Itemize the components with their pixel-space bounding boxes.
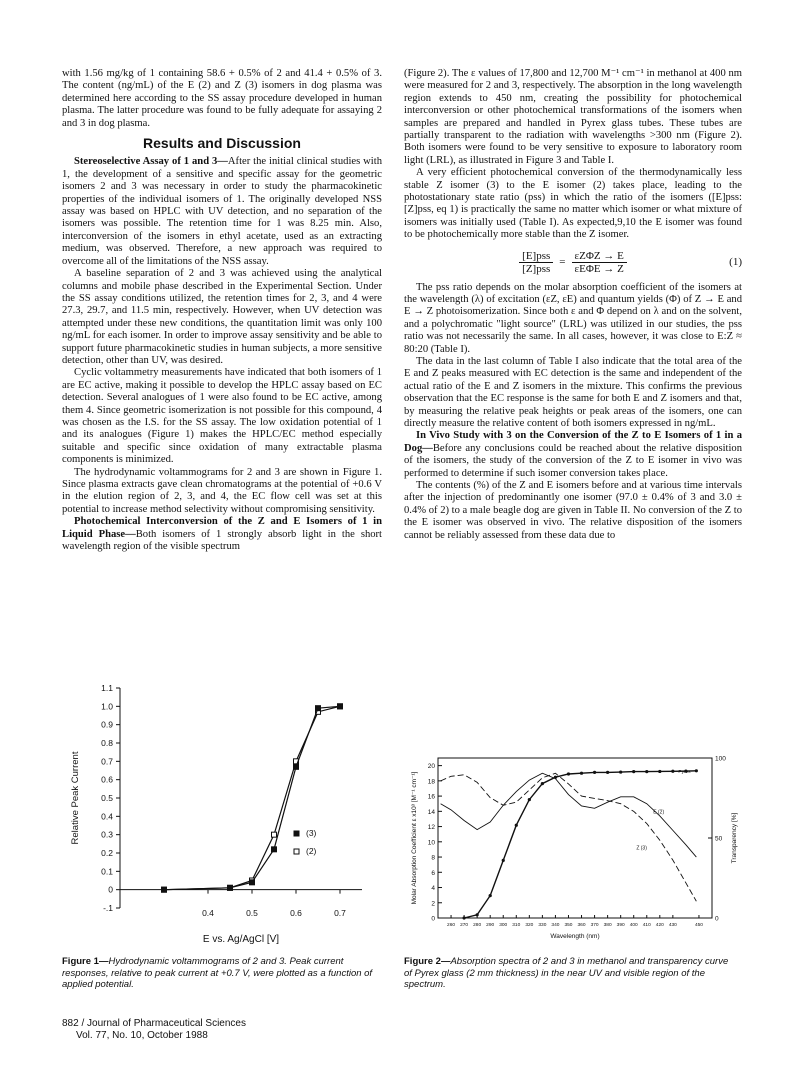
y2-tick-label: 100 xyxy=(715,755,726,763)
caption-label: Figure 2— xyxy=(404,956,451,967)
left-column xyxy=(62,68,382,553)
y2-tick-label: 50 xyxy=(715,835,723,843)
equation-number: (1) xyxy=(729,256,742,269)
data-point xyxy=(515,824,518,827)
figure-2-chart xyxy=(404,750,749,950)
section-heading: Results and Discussion xyxy=(143,135,301,152)
paragraph-cyclic-voltammetry: Cyclic voltammetry measurements have indicated that both isomers of 1 are EC active, making it possible to develop the HPLC assay based on EC detection. Several analogues of 1 were also found to be EC active, among them 4. Since geometric isomerization is not possible for this compound, 4 was chosen as the I.S. for the SS assay. The low oxidation potential of 1 and its analogues (Figure 1) makes the HPLC/EC method especially suitable and specific since oxidation of many extractable plasma components is minimized. xyxy=(62,367,382,466)
eq-numerator: εZΦZ → E xyxy=(572,250,627,263)
y-axis-label: Molar Absorption Coefficient ε x10³ [M⁻¹ cm⁻¹] xyxy=(411,771,418,905)
equation-1 xyxy=(404,250,742,276)
equation-lhs xyxy=(519,250,553,276)
y-tick-label: 6 xyxy=(431,869,435,877)
data-point xyxy=(250,880,255,885)
y2-axis-label: Transparency [%] xyxy=(731,812,738,864)
paragraph-hydrodynamic: The hydrodynamic voltammograms for 2 and 3 are shown in Figure 1. Since plasma extracts gave clean chromatograms at the potential of +0.6 V in the elution region of 2, 3, and 4, the EC flow cell was set at this potential to increase method selectivity without compromising sensitivity. xyxy=(62,466,382,515)
y-tick-label: 0.4 xyxy=(101,811,113,822)
data-point xyxy=(502,859,505,862)
data-point xyxy=(528,798,531,801)
y-tick-label: 0.1 xyxy=(101,866,113,877)
figure-1-chart xyxy=(62,676,382,950)
y-tick-label: 0.9 xyxy=(101,719,113,730)
data-point xyxy=(606,771,609,774)
y-tick-label: 0.6 xyxy=(101,774,113,785)
y-tick-label: 14 xyxy=(427,808,435,816)
caption-text: Hydrodynamic voltammograms of 2 and 3. Peak current responses, relative to peak current at +0.7 V, were plotted as a function of applied potential. xyxy=(62,956,373,990)
data-point xyxy=(462,916,465,919)
runin-heading: Stereoselective Assay of 1 and 3— xyxy=(74,156,228,168)
paragraph-text: Before any conclusions could be reached about the relative disposition of the isomers, the study of the conversion of the Z to E isomer in vivo was performed to determine if such isomer conversion takes place. xyxy=(404,442,742,479)
x-tick-label: 340 xyxy=(551,923,560,928)
footer-volume: Vol. 77, No. 10, October 1988 xyxy=(76,1030,208,1041)
x-tick-label: 330 xyxy=(538,923,547,928)
y-tick-label: 0.3 xyxy=(101,829,113,840)
page-footer xyxy=(62,1018,246,1042)
figure-2-caption xyxy=(404,956,734,991)
data-point xyxy=(294,764,299,769)
legend-label: (3) xyxy=(306,828,317,838)
eq-numerator: [E]pss xyxy=(519,250,553,263)
paragraph-table-data: The data in the last column of Table I also indicate that the total area of the E and Z peaks measured with EC detection is the same and independent of the actual ratio of the E and Z isomers in the mixture. This confirms the previous observation that the EC response is the same for both E and Z isomers and that, by measuring the relative peak heights or peak areas of the isomers, one can directly measure the relative content of both isomers expressed in ng/mL. xyxy=(404,355,742,429)
y-tick-label: 0.8 xyxy=(101,738,113,748)
series-line xyxy=(464,771,696,918)
x-tick-label: 420 xyxy=(655,923,664,928)
x-tick-label: 410 xyxy=(642,923,651,928)
x-tick-label: 260 xyxy=(447,923,456,928)
series-line xyxy=(164,706,340,889)
data-point xyxy=(619,770,622,773)
series-label: E (2) xyxy=(653,809,665,816)
equation-rhs xyxy=(572,250,627,276)
data-point xyxy=(554,776,557,779)
eq-equals: = xyxy=(559,256,566,269)
paragraph-text: Both isomers of 1 strongly absorb light in the short wavelength region of the visible spectrum xyxy=(62,528,383,553)
right-column xyxy=(404,68,742,542)
data-point xyxy=(593,771,596,774)
data-point xyxy=(162,887,167,892)
data-point xyxy=(645,770,648,773)
paragraph-photochemical xyxy=(62,516,382,553)
y-tick-label: 16 xyxy=(427,793,435,801)
legend-label: (2) xyxy=(306,846,317,856)
paragraph-absorption: (Figure 2). The ε values of 17,800 and 12,700 M⁻¹ cm⁻¹ in methanol at 400 nm were measured for 2 and 3, respectively. The absorption in the long wavelength region extends to 450 nm, creating the possibility for photochemical interconversion or other photochemical transformations of the isomers when samples are prepared and handled in Pyrex glass tubes. These tubes are partially transparent to the radiation with wavelengths >300 nm (Figure 2). Both isomers were found to be very sensitive to exposure to laboratory room light (LRL), as illustrated in Figure 3 and Table I. xyxy=(404,68,742,166)
paragraph-contents: The contents (%) of the Z and E isomers before and at various time intervals after the injection of predominantly one isomer (97.0 ± 0.4% of 3 and 3.0 ± 0.4% of 2) to a male beagle dog are given in Table II. No conversion of the Z to the E isomer was observed in vivo. The relative disposition of the isomers cannot be reliably assessed from these data due to xyxy=(404,480,742,541)
y-tick-label: 0.7 xyxy=(101,756,113,767)
series-line xyxy=(164,706,340,889)
paragraph-baseline-separation: A baseline separation of 2 and 3 was achieved using the analytical columns and mobile phase described in the Experimental Section. Under the SS assay conditions utilized, the retention times for 2, 3, and 4 were 27.3, 29.7, and 11.5 min, respectively. However, when UV detection was attempted under these new conditions, the quantitation limit was only 100 ng/mL for each isomer. In order to improve assay sensitivity and be able to support future pharmacokinetic studies in human subjects, a more sensitive detection, other than UV, was desired. xyxy=(62,268,382,366)
y-axis-label: Relative Peak Current xyxy=(70,751,81,845)
x-tick-label: 300 xyxy=(499,923,508,928)
legend-marker xyxy=(294,831,299,836)
y-tick-label: 4 xyxy=(431,885,435,893)
y-tick-label: 12 xyxy=(427,824,435,832)
y-tick-label: 2 xyxy=(431,900,435,908)
series-label: Pyrex xyxy=(678,769,691,775)
paragraph-pss-ratio: The pss ratio depends on the molar absorption coefficient of the isomers at the wavelength (λ) of excitation (εZ, εE) and quantum yields (Φ) of Z → E and E → Z photoisomerization. Since both ε and Φ depend on λ and on the solvent, and a polychromatic "light source" (LRL) was utilized in our studies, the pss ratio was not necessarily the same. In all cases, however, it was close to E:Z ≈ 80:20 (Table I). xyxy=(404,281,742,355)
legend-marker xyxy=(294,849,299,854)
x-tick-label: 320 xyxy=(525,923,534,928)
x-tick-label: 310 xyxy=(512,923,521,928)
y-tick-label: 0.5 xyxy=(101,793,113,803)
figure-1-caption xyxy=(62,956,378,991)
paragraph-stereoselective-assay xyxy=(62,156,382,268)
y-tick-label: -.1 xyxy=(103,903,113,913)
data-point xyxy=(695,769,698,772)
caption-label: Figure 1— xyxy=(62,956,109,967)
y-tick-label: 0 xyxy=(431,915,435,923)
data-point xyxy=(671,770,674,773)
x-tick-label: 450 xyxy=(694,923,703,928)
x-tick-label: 430 xyxy=(668,923,677,928)
x-tick-label: 380 xyxy=(603,923,612,928)
caption-text: Absorption spectra of 2 and 3 in methanol and transparency curve of Pyrex glass (2 mm thickness) in the near UV and visible region of the spectrum. xyxy=(404,956,729,990)
data-point xyxy=(272,847,277,852)
x-axis-label: E vs. Ag/AgCl [V] xyxy=(202,934,280,945)
y-tick-label: 1.1 xyxy=(101,683,113,693)
data-point xyxy=(228,885,233,890)
y-tick-label: 0 xyxy=(108,884,113,895)
y-tick-label: 20 xyxy=(427,763,435,771)
paragraph-text: After the initial clinical studies with 1, the development of a sensitive and specific assay for the geometric isomers 2 and 3 was necessary in order to study the pharmacokinetic properties of the individual isomers of 1. The originally developed NSS assay was based on HPLC with UV detection, and no separation of the isomers was possible. The retention time for 1 was 8.25 min. Also, interconversion of the isomers in ethyl acetate, used as an extracting medium, was observed. Therefore, a new approach was required to overcome all of the limitations of the NSS assay. xyxy=(62,156,382,267)
x-tick-label: 270 xyxy=(460,923,469,928)
data-point xyxy=(541,782,544,785)
data-point xyxy=(338,704,343,709)
runin-heading: In Vivo Study with 3 on the Conversion of the Z to E Isomers of 1 in a Dog— xyxy=(404,430,742,454)
y-tick-label: 10 xyxy=(427,839,435,847)
x-tick-label: 350 xyxy=(564,923,573,928)
x-axis-label: Wavelength (nm) xyxy=(550,933,600,940)
data-point xyxy=(476,913,479,916)
eq-denominator: εEΦE → Z xyxy=(574,263,624,276)
series-line xyxy=(441,773,697,901)
y-tick-label: 18 xyxy=(427,778,435,786)
series-label: Z (3) xyxy=(636,845,647,852)
x-tick-label: 290 xyxy=(486,923,495,928)
eq-denominator: [Z]pss xyxy=(522,263,551,276)
data-point xyxy=(316,706,321,711)
data-point xyxy=(580,772,583,775)
data-point xyxy=(272,832,277,837)
y-tick-label: 0.2 xyxy=(101,848,113,858)
y-tick-label: 1.0 xyxy=(101,701,113,712)
data-point xyxy=(567,772,570,775)
x-tick-label: 0.4 xyxy=(202,908,214,918)
x-tick-label: 0.6 xyxy=(290,908,302,918)
paragraph-in-vivo xyxy=(404,430,742,480)
paragraph-photostationary: A very efficient photochemical conversion of the thermodynamically less stable Z isomer (3) to the E isomer (2) takes place, leading to the photostationary state ratio (pss) in which the ratio of the isomers ([E]pss:[Z]pss, eq 1) is practically the same no matter which isomer or what mixture of isomers was initially used (Table I). As expected,9,10 the E isomer was found to be photochemically more stable than the Z isomer. xyxy=(404,167,742,241)
footer-journal: 882 / Journal of Pharmaceutical Sciences xyxy=(62,1018,246,1029)
x-tick-label: 400 xyxy=(629,923,638,928)
x-tick-label: 370 xyxy=(590,923,599,928)
x-tick-label: 0.7 xyxy=(334,908,346,918)
plot-frame xyxy=(438,758,712,918)
intro-paragraph: with 1.56 mg/kg of 1 containing 58.6 + 0.5% of 2 and 41.4 + 0.5% of 3. The content (ng/mL) of the E (2) and Z (3) isomers in dog plasma was determined here according to the SS assay procedure developed in human plasma. The latter procedure was found to be fully adequate for assaying 2 and 3 in dog plasma. xyxy=(62,68,382,129)
data-point xyxy=(658,770,661,773)
data-point xyxy=(632,770,635,773)
x-tick-label: 280 xyxy=(473,923,482,928)
y2-tick-label: 0 xyxy=(715,915,719,923)
x-tick-label: 390 xyxy=(616,923,625,928)
x-tick-label: 0.5 xyxy=(246,908,258,918)
data-point xyxy=(489,894,492,897)
x-tick-label: 360 xyxy=(577,923,586,928)
runin-heading: Photochemical Interconversion of the Z and E Isomers of 1 in Liquid Phase— xyxy=(62,516,382,540)
y-tick-label: 8 xyxy=(431,854,435,862)
